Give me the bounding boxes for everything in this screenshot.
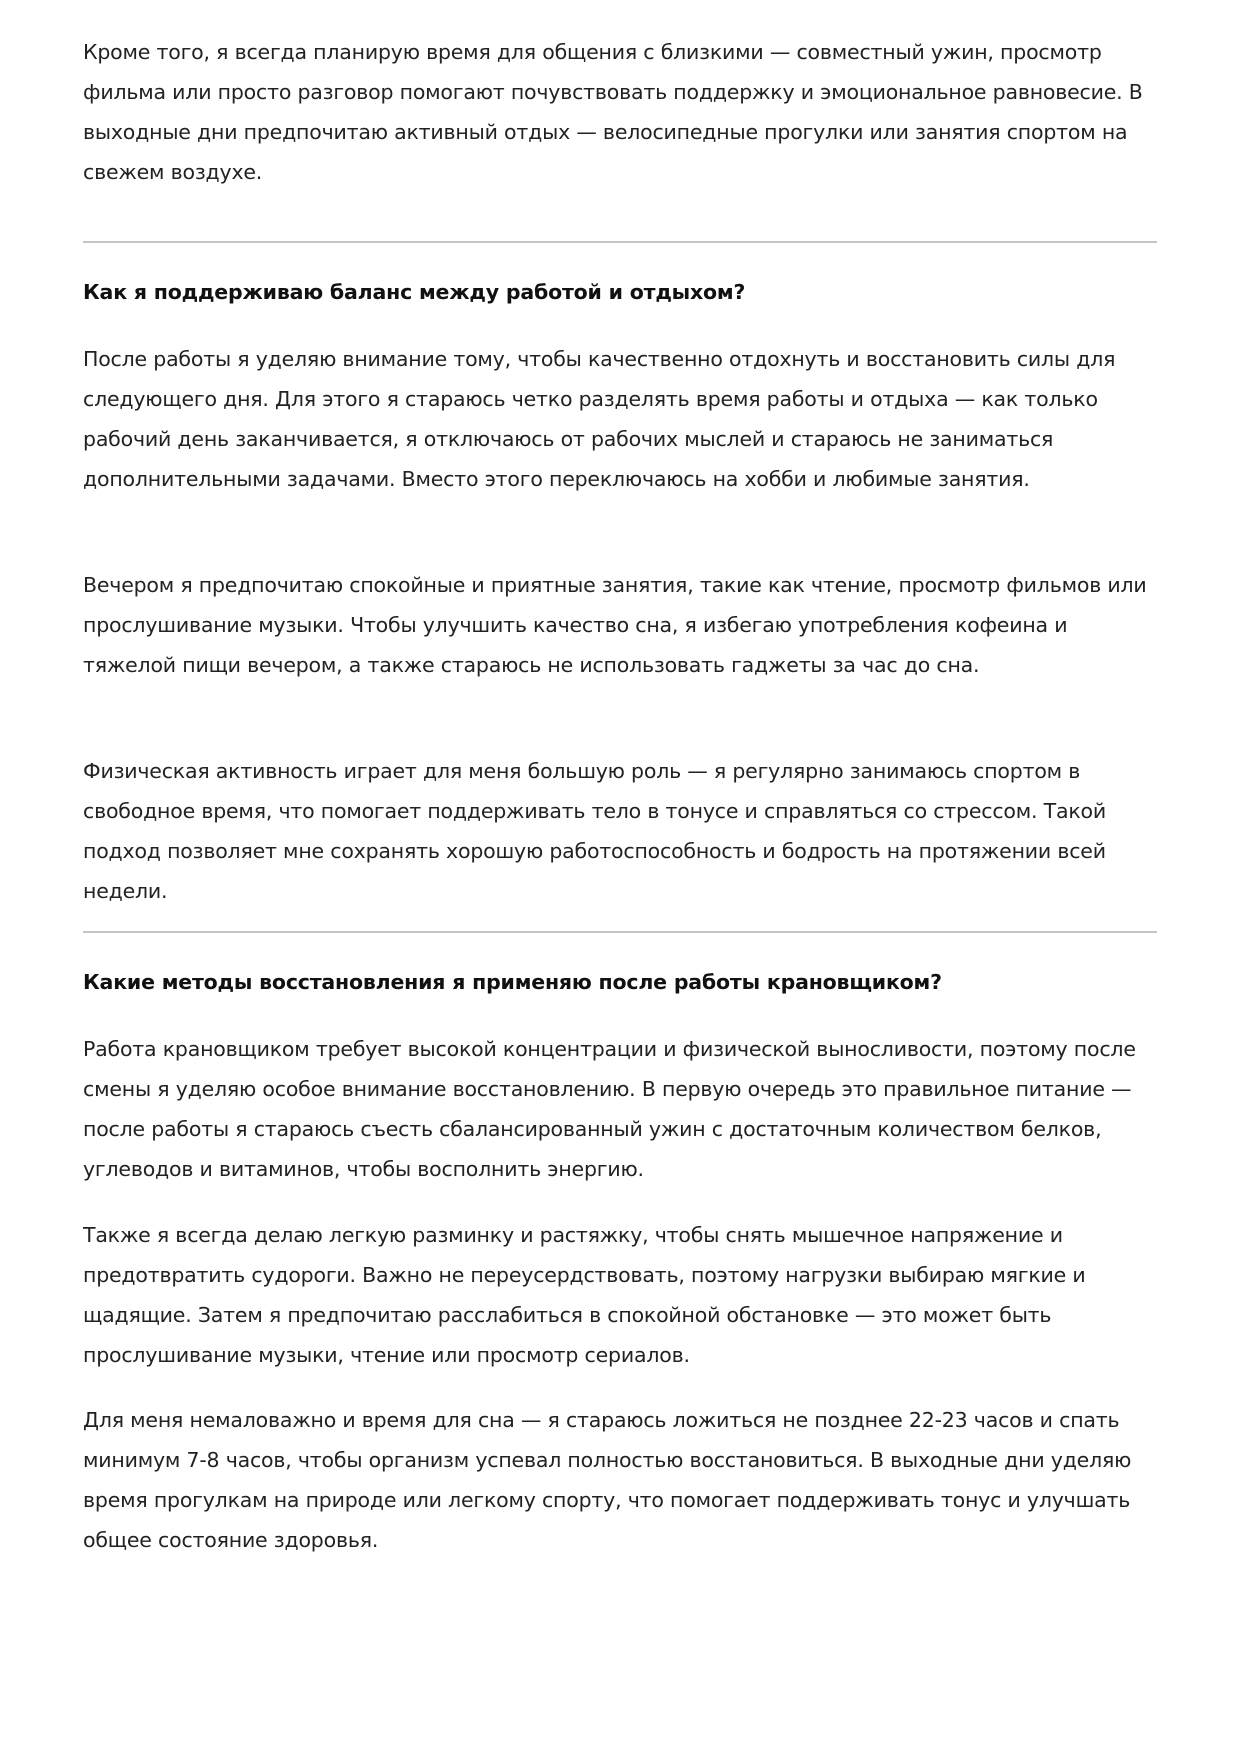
paragraph-stretching: Также я всегда делаю легкую разминку и растяжку, чтобы снять мышечное напряжение и предотвратить судороги. Важно не переусердствовать, поэтому нагрузки выбираю мягкие и щадящие. Затем я предпочитаю расслабиться в спокойной обстановке — это может быть прослушивание музыки, чтение или просмотр сериалов. [83,1223,1086,1367]
section-heading-work-life-balance: Как я поддерживаю баланс между работой и отдыхом? [83,280,746,304]
paragraph-evening-activities: Вечером я предпочитаю спокойные и приятные занятия, такие как чтение, просмотр фильмов или прослушивание музыки. Чтобы улучшить качество сна, я избегаю употребления кофеина и тяжелой пищи вечером, а также стараюсь не использовать гаджеты за час до сна. [83,573,1147,677]
paragraph-physical-activity: Физическая активность играет для меня большую роль — я регулярно занимаюсь спортом в свободное время, что помогает поддерживать тело в тонусе и справляться со стрессом. Такой подход позволяет мне сохранять хорошую работоспособность и бодрость на протяжении всей недели. [83,759,1106,903]
paragraph-after-work-rest: После работы я уделяю внимание тому, чтобы качественно отдохнуть и восстановить силы для следующего дня. Для этого я стараюсь четко разделять время работы и отдыха — как только рабочий день заканчивается, я отключаюсь от рабочих мыслей и стараюсь не заниматься дополнительными задачами. Вместо этого переключаюсь на хобби и любимые занятия. [83,347,1116,491]
section-divider [83,241,1157,243]
section-divider [83,931,1157,933]
paragraph-nutrition: Работа крановщиком требует высокой концентрации и физической выносливости, поэтому после смены я уделяю особое внимание восстановлению. В первую очередь это правильное питание — после работы я стараюсь съесть сбалансированный ужин с достаточным количеством белков, углеводов и витаминов, чтобы восполнить энергию. [83,1037,1136,1181]
paragraph-social-time: Кроме того, я всегда планирую время для общения с близкими — совместный ужин, просмотр фильма или просто разговор помогают почувствовать поддержку и эмоциональное равновесие. В выходные дни предпочитаю активный отдых — велосипедные прогулки или занятия спортом на свежем воздухе. [83,40,1143,184]
section-heading-recovery-methods: Какие методы восстановления я применяю после работы крановщиком? [83,970,942,994]
paragraph-sleep: Для меня немаловажно и время для сна — я стараюсь ложиться не позднее 22-23 часов и спать минимум 7-8 часов, чтобы организм успевал полностью восстановиться. В выходные дни уделяю время прогулкам на природе или легкому спорту, что помогает поддерживать тонус и улучшать общее состояние здоровья. [83,1408,1132,1552]
